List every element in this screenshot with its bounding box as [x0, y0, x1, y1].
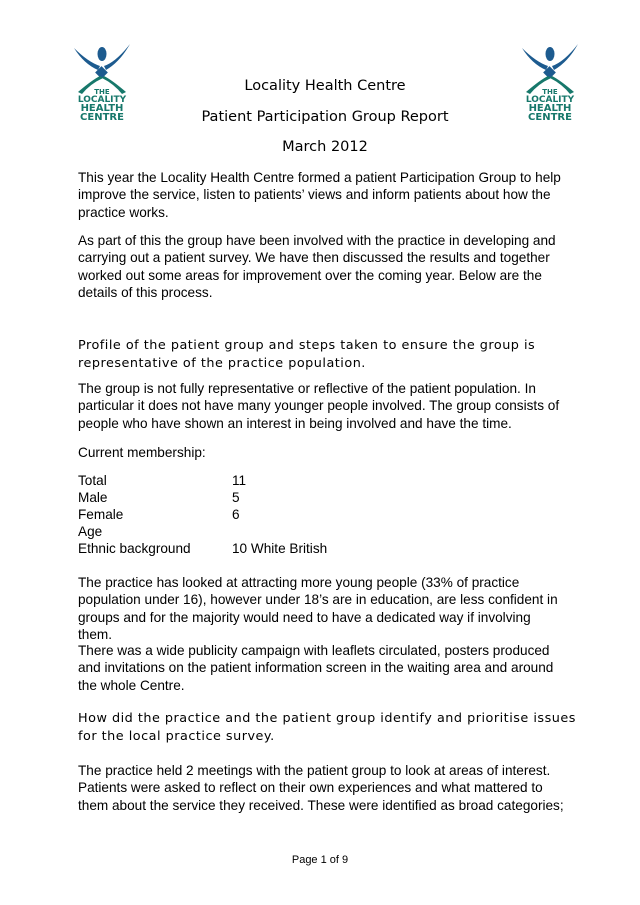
publicity-paragraph: There was a wide publicity campaign with leaflets circulated, posters produced and invitations on the patient information screen in the waiting area and around the whole Centre. [78, 643, 554, 693]
row-label: Female [78, 507, 124, 522]
svg-text:LOCALITY: LOCALITY [525, 95, 575, 105]
membership-row-female [78, 506, 240, 523]
row-label: Total [78, 473, 107, 488]
issues-paragraph: The practice held 2 meetings with the patient group to look at areas of interest. Patients were asked to reflect on their own experiences and what mattered to them about the service they received. These were identified as broad categories; [78, 763, 564, 813]
svg-text:THE: THE [94, 88, 110, 96]
row-value: 10 White British [232, 541, 328, 556]
svg-text:HEALTH: HEALTH [528, 103, 572, 114]
membership-row-age [78, 523, 232, 540]
membership-row-male [78, 489, 240, 506]
row-label: Male [78, 490, 108, 505]
svg-text:THE: THE [542, 88, 558, 96]
svg-text:LOCALITY: LOCALITY [77, 95, 127, 105]
org-title: Locality Health Centre [244, 78, 406, 94]
row-value: 6 [232, 507, 240, 522]
row-value: 5 [232, 490, 240, 505]
section-heading-profile: Profile of the patient group and steps taken to ensure the group is representative of the practice population. [78, 338, 536, 371]
row-label: Age [78, 524, 103, 539]
svg-text:CENTRE: CENTRE [80, 112, 124, 120]
young-people-paragraph: The practice has looked at attracting more young people (33% of practice population under 16), however under 18’s are in education, are less confident in groups and for the majority would need to have a dedicated way if involving them. [78, 575, 558, 643]
svg-text:HEALTH: HEALTH [80, 103, 124, 114]
row-label: Ethnic background [78, 541, 191, 556]
intro-paragraph-2: As part of this the group have been involved with the practice in developing and carrying out a patient survey. We have then discussed the results and together worked out some areas for improvement over the coming year. Below are the details of this process. [78, 233, 556, 301]
svg-text:CENTRE: CENTRE [528, 112, 572, 120]
profile-paragraph: The group is not fully representative or reflective of the patient population. In particular it does not have many younger people involved. The group consists of people who have shown an interest in being involved and have the time. [78, 381, 560, 431]
intro-paragraph-1: This year the Locality Health Centre formed a patient Participation Group to help improve the service, listen to patients’ views and inform patients about how the practice works. [78, 170, 561, 220]
report-title: Patient Participation Group Report [201, 109, 449, 125]
membership-label: Current membership: [78, 445, 206, 460]
membership-row-ethnic [78, 540, 327, 557]
report-date: March 2012 [282, 139, 368, 155]
page-number: Page 1 of 9 [291, 854, 349, 866]
row-value: 11 [232, 473, 247, 488]
section-heading-issues: How did the practice and the patient group identify and prioritise issues for the local practice survey. [78, 711, 576, 744]
membership-row-total [78, 472, 246, 489]
